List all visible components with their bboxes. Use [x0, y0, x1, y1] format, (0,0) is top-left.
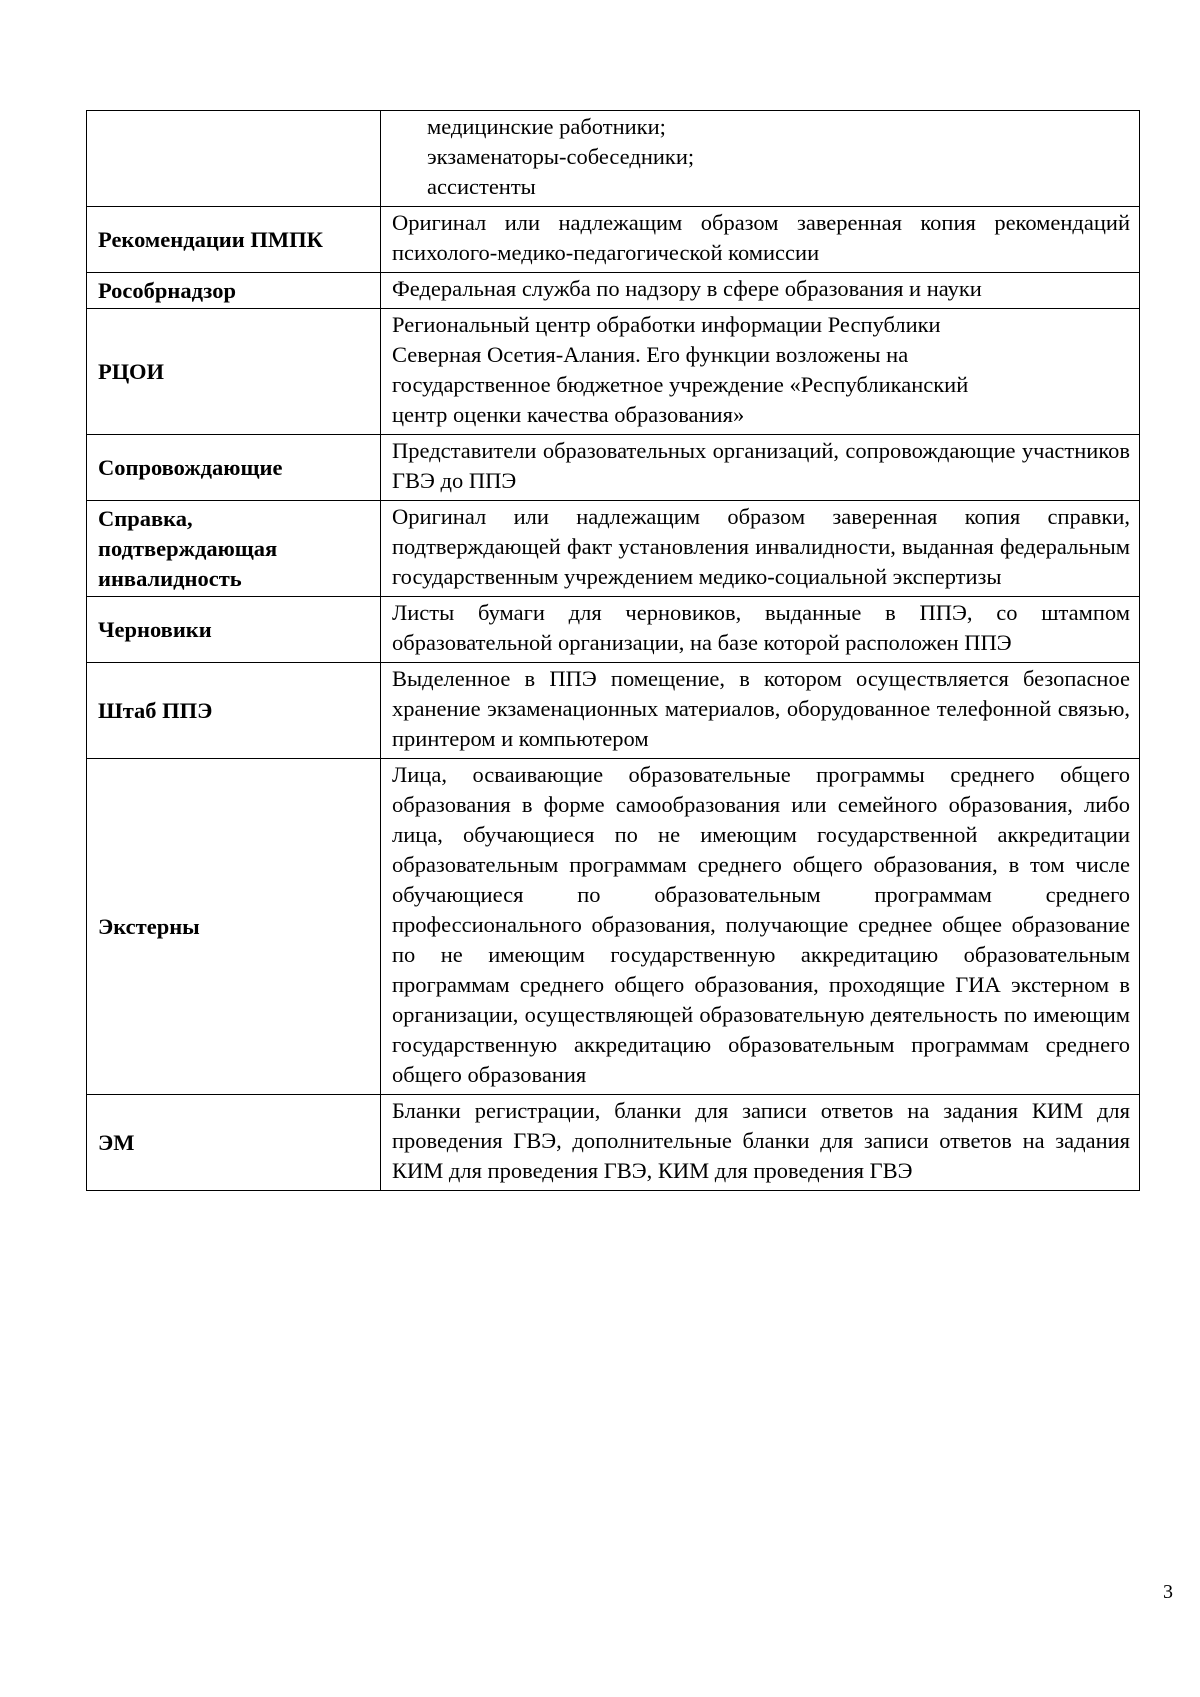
table-row [87, 759, 1140, 1095]
table-row [87, 435, 1140, 501]
table-row [87, 111, 1140, 207]
table-row [87, 597, 1140, 663]
term-cell: Сопровождающие [87, 435, 381, 501]
term-cell: Справка, подтверждающая инвалидность [87, 501, 381, 597]
definition-line: ассистенты [427, 174, 536, 199]
definition-cell: Федеральная служба по надзору в сфере образования и науки [381, 273, 1140, 309]
definition-cell: Оригинал или надлежащим образом заверенная копия справки, подтверждающей факт установления инвалидности, выданная федеральным государственным учреждением медико-социальной экспертизы [381, 501, 1140, 597]
term-cell: Черновики [87, 597, 381, 663]
definition-cell: Листы бумаги для черновиков, выданные в ППЭ, со штампом образовательной организации, на базе которой расположен ППЭ [381, 597, 1140, 663]
table-row [87, 273, 1140, 309]
term-cell: Штаб ППЭ [87, 663, 381, 759]
definition-line: Региональный центр обработки информации Республики [392, 312, 941, 337]
definition-line: центр оценки качества образования» [392, 402, 745, 427]
definition-cell: Оригинал или надлежащим образом заверенная копия рекомендаций психолого-медико-педагогической комиссии [381, 207, 1140, 273]
table-row [87, 663, 1140, 759]
page-number: 3 [1163, 1581, 1173, 1603]
term-cell: ЭМ [87, 1095, 381, 1191]
term-cell: Рособрнадзор [87, 273, 381, 309]
definition-cell: Лица, осваивающие образовательные программы среднего общего образования в форме самообразования или семейного образования, либо лица, обучающиеся по не имеющим государственной аккредитации образовательным программам среднего общего образования, в том числе обучающиеся по образовательным программам среднего профессионального образования, получающие среднее общее образование по не имеющим государственную аккредитацию образовательным программам среднего общего образования, проходящие ГИА экстерном в организации, осуществляющей образовательную деятельность по имеющим государственную аккредитацию образовательным программам среднего общего образования [381, 759, 1140, 1095]
term-cell: Рекомендации ПМПК [87, 207, 381, 273]
definition-cell [381, 111, 1140, 207]
definition-line: экзаменаторы-собеседники; [427, 144, 695, 169]
table-row [87, 501, 1140, 597]
definition-line: Северная Осетия-Алания. Его функции возложены на [392, 342, 909, 367]
definition-cell: Бланки регистрации, бланки для записи ответов на задания КИМ для проведения ГВЭ, дополнительные бланки для записи ответов на задания КИМ для проведения ГВЭ, КИМ для проведения ГВЭ [381, 1095, 1140, 1191]
table-row [87, 207, 1140, 273]
definition-cell [381, 309, 1140, 435]
definition-cell: Представители образовательных организаций, сопровождающие участников ГВЭ до ППЭ [381, 435, 1140, 501]
table-row [87, 309, 1140, 435]
term-cell: Экстерны [87, 759, 381, 1095]
definition-cell: Выделенное в ППЭ помещение, в котором осуществляется безопасное хранение экзаменационных материалов, оборудованное телефонной связью, принтером и компьютером [381, 663, 1140, 759]
glossary-table [86, 110, 1140, 1191]
table-row [87, 1095, 1140, 1191]
term-cell: РЦОИ [87, 309, 381, 435]
definition-line: медицинские работники; [427, 114, 666, 139]
definition-line: государственное бюджетное учреждение «Республиканский [392, 372, 969, 397]
term-cell [87, 111, 381, 207]
